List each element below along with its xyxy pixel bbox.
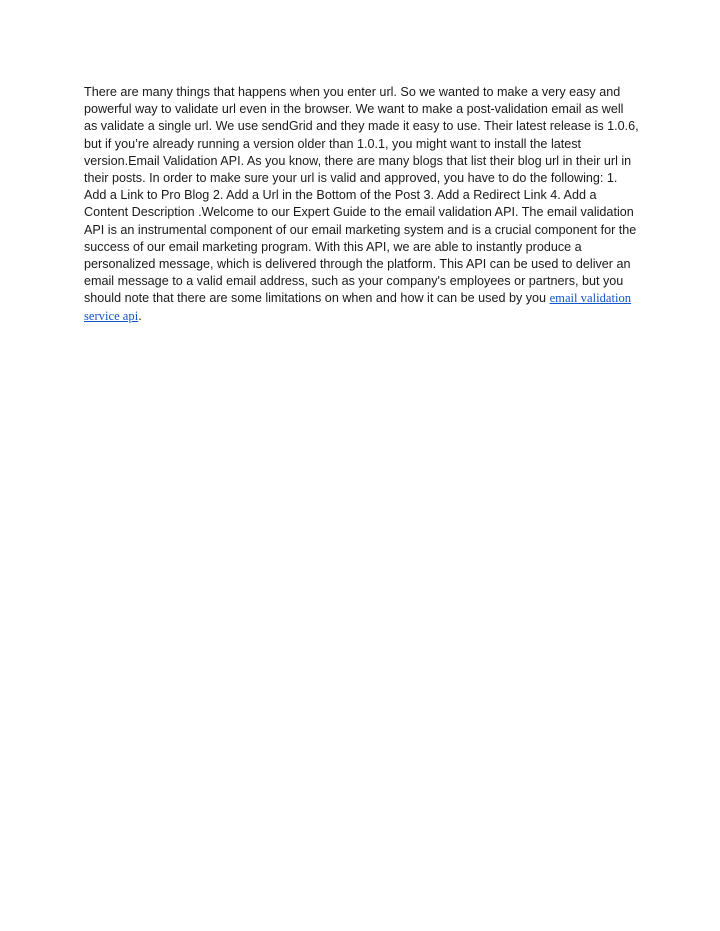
- body-paragraph: [84, 84, 640, 325]
- body-text: There are many things that happens when you enter url. So we wanted to make a very easy and powerful way to validate url even in the browser. We want to make a post-validation email as well as validate a single url. We use sendGrid and they made it easy to use. Their latest release is 1.0.6, but if you’re already running a version older than 1.0.1, you might want to install the latest version.Email Validation API. As you know, there are many blogs that list their blog url in their url in their posts. In order to make sure your url is valid and approved, you have to do the following: 1. Add a Link to Pro Blog 2. Add a Url in the Bottom of the Post 3. Add a Redirect Link 4. Add a Content Description .Welcome to our Expert Guide to the email validation API. The email validation API is an instrumental component of our email marketing system and is a crucial component for the success of our email marketing program. With this API, we are able to instantly produce a personalized message, which is delivered through the platform. This API can be used to deliver an email message to a valid email address, such as your company's employees or partners, but you should note that there are some limitations on when and how it can be used by you: [84, 85, 639, 306]
- email-validation-link[interactable]: email validation service api: [84, 291, 632, 323]
- trailing-period: .: [138, 308, 142, 323]
- document-content: [84, 84, 640, 325]
